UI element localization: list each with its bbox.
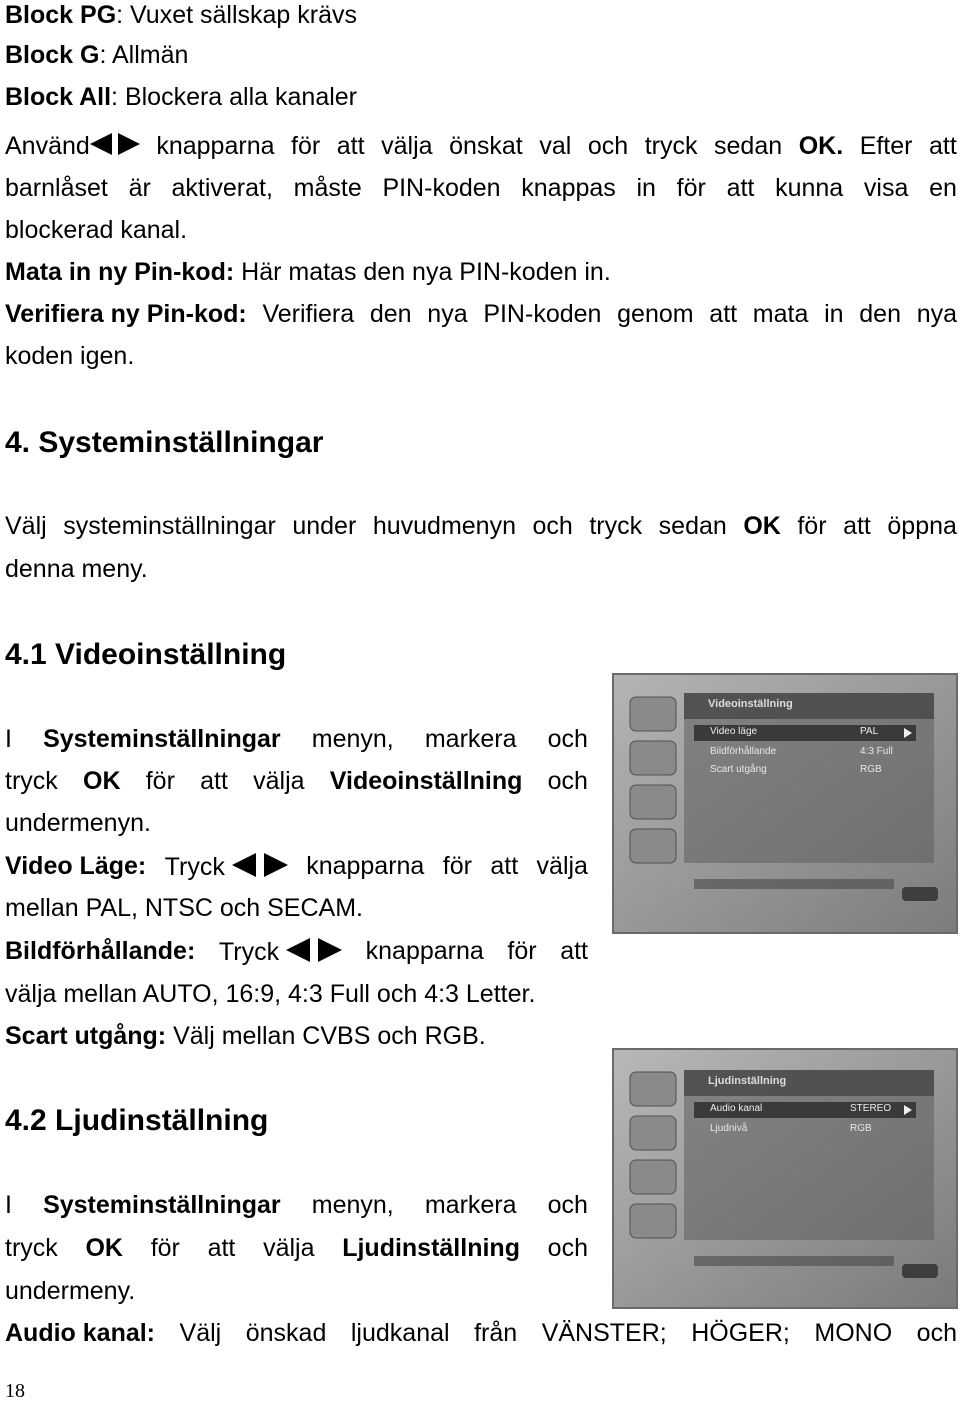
word: huvudmenyn: [372, 512, 516, 540]
anvand-word-group: [5, 131, 140, 164]
word: sedan: [714, 132, 783, 160]
section-heading-4: 4. Systeminställningar: [5, 426, 324, 459]
block-pg-line: [5, 0, 357, 30]
word: för: [291, 132, 321, 160]
word: för: [150, 1234, 180, 1262]
word: att: [336, 132, 365, 160]
block-g-line: [5, 40, 188, 70]
video-lage-line: [5, 851, 588, 886]
barnlaset-line: [5, 173, 957, 203]
word: välja: [263, 1234, 315, 1262]
video-line-1: [5, 724, 588, 754]
audio-line-2: [5, 1233, 588, 1263]
ok-word: OK: [83, 767, 121, 795]
anvand-line: [5, 131, 957, 164]
word: och: [547, 767, 588, 795]
bildforhallande-values-line: välja mellan AUTO, 16:9, 4:3 Full och 4:3 Letter.: [5, 980, 536, 1008]
word: kunna: [775, 174, 844, 202]
menu-row: [710, 1123, 910, 1134]
word: Välj: [5, 512, 47, 540]
word: för: [442, 852, 472, 880]
audio-kanal-line: [5, 1318, 957, 1348]
blockerad-line: blockerad kanal.: [5, 216, 188, 244]
menu-row-label: Bildförhållande: [710, 746, 777, 757]
word: PIN-koden: [483, 300, 602, 328]
word: in: [636, 174, 656, 202]
menu-row-label: Scart utgång: [710, 764, 767, 775]
menu-name: Ljudinställning: [342, 1234, 520, 1262]
word: HÖGER;: [691, 1319, 790, 1347]
word: är: [128, 174, 151, 202]
word: den: [369, 300, 412, 328]
menu-row-value: STEREO: [850, 1103, 892, 1114]
word: för: [797, 512, 827, 540]
audio-settings-screenshot: [612, 1048, 958, 1309]
bildforhallande-label: Bildförhållande:: [5, 937, 196, 965]
word: och: [587, 132, 629, 160]
menu-row-value: PAL: [860, 726, 879, 737]
page-number: 18: [5, 1380, 25, 1402]
word: Välj: [179, 1319, 222, 1347]
block-all-label: Block All: [5, 83, 112, 111]
section-heading-4-2: 4.2 Ljudinställning: [5, 1104, 269, 1137]
word: och: [547, 1191, 588, 1219]
block-pg-label: Block PG: [5, 1, 117, 29]
mata-in-line: [5, 257, 611, 287]
left-right-arrows-icon: [232, 851, 288, 886]
valj-line: [5, 511, 957, 541]
menu-title: Videoinställning: [708, 698, 793, 710]
word: måste: [293, 174, 362, 202]
word: den: [859, 300, 901, 328]
menu-row-label: Ljudnivå: [710, 1123, 748, 1134]
tryck-group: [165, 851, 288, 886]
verifiera-line: [5, 299, 957, 329]
word: välja: [253, 767, 305, 795]
word: önskad: [245, 1319, 327, 1347]
word: knappas: [521, 174, 616, 202]
word: systeminställningar: [63, 512, 276, 540]
word: PIN-koden: [382, 174, 501, 202]
menu-row: [710, 1103, 910, 1114]
mata-in-text: Här matas den nya PIN-koden in.: [234, 258, 611, 286]
mata-in-label: Mata in ny Pin-kod:: [5, 258, 235, 286]
scart-label: Scart utgång:: [5, 1022, 167, 1050]
word: Tryck: [164, 853, 225, 882]
word: mata: [752, 300, 809, 328]
word: att: [207, 1234, 236, 1262]
tryck-group: [219, 936, 342, 971]
menu-title: Ljudinställning: [708, 1075, 787, 1087]
word: VÄNSTER;: [541, 1319, 667, 1347]
left-right-arrows-icon: [90, 131, 140, 164]
word: öppna: [887, 512, 957, 540]
menu-row: [710, 746, 910, 757]
word: att: [200, 767, 228, 795]
word: tryck: [589, 512, 643, 540]
block-g-label: Block G: [5, 41, 100, 69]
word: att: [929, 132, 957, 160]
bildforhallande-line: [5, 936, 588, 971]
word: välja: [381, 132, 433, 160]
menu-row-value: 4:3 Full: [860, 746, 893, 757]
word: nya: [916, 300, 957, 328]
word: att: [490, 852, 519, 880]
menu-name: Videoinställning: [329, 767, 523, 795]
video-settings-screenshot: [612, 673, 958, 934]
word: att: [709, 300, 738, 328]
word: aktiverat,: [171, 174, 273, 202]
word: för: [145, 767, 175, 795]
word: sedan: [658, 512, 727, 540]
menu-row-label: Video läge: [710, 726, 758, 737]
word: tryck: [644, 132, 698, 160]
word: knapparna: [365, 937, 484, 965]
word: knapparna: [306, 852, 425, 880]
audio-kanal-label: Audio kanal:: [5, 1319, 156, 1347]
word: en: [929, 174, 957, 202]
video-line-2: [5, 766, 588, 796]
block-g-text: : Allmän: [99, 41, 189, 69]
word: och: [547, 1234, 588, 1262]
word: under: [292, 512, 357, 540]
word: att: [560, 937, 588, 965]
word: visa: [863, 174, 909, 202]
menu-row-value: RGB: [860, 764, 882, 775]
word: val: [539, 132, 572, 160]
menu-name: Systeminställningar: [43, 1191, 281, 1219]
scart-line: [5, 1021, 486, 1051]
video-lage-label: Video Läge:: [5, 852, 147, 880]
word: ljudkanal: [350, 1319, 450, 1347]
ok-word: OK: [743, 512, 781, 540]
verifiera-label: Verifiera ny Pin-kod:: [5, 300, 247, 328]
block-pg-text: : Vuxet sällskap krävs: [116, 1, 357, 29]
word: menyn,: [311, 725, 394, 753]
word: barnlåset: [5, 174, 108, 202]
word: markera: [424, 1191, 517, 1219]
word: att: [726, 174, 755, 202]
block-all-line: [5, 82, 357, 112]
left-right-arrows-icon: [286, 936, 342, 971]
ok-word: OK.: [798, 132, 844, 160]
audio-line-3: undermeny.: [5, 1277, 136, 1305]
word: I: [5, 725, 12, 753]
word: Tryck: [218, 938, 280, 967]
anvand-word: Använd: [5, 132, 90, 161]
word: knapparna: [156, 132, 275, 160]
word: I: [5, 1191, 12, 1219]
word: och: [916, 1319, 957, 1347]
block-all-text: : Blockera alla kanaler: [111, 83, 358, 111]
word: genom: [617, 300, 694, 328]
menu-name: Systeminställningar: [43, 725, 281, 753]
word: tryck: [5, 767, 58, 795]
word: och: [547, 725, 588, 753]
word: in: [824, 300, 844, 328]
word: nya: [427, 300, 468, 328]
menu-row-label: Audio kanal: [710, 1103, 763, 1114]
audio-line-1: [5, 1190, 588, 1220]
word: menyn,: [311, 1191, 394, 1219]
word: tryck: [5, 1234, 58, 1262]
word: att: [843, 512, 871, 540]
word: för: [507, 937, 537, 965]
menu-row-value: RGB: [850, 1123, 872, 1134]
koden-igen-line: koden igen.: [5, 342, 135, 370]
ok-word: OK: [85, 1234, 123, 1262]
section-heading-4-1: 4.1 Videoinställning: [5, 638, 287, 671]
word: Verifiera: [262, 300, 355, 328]
scart-text: Välj mellan CVBS och RGB.: [166, 1022, 486, 1050]
word: och: [532, 512, 573, 540]
word: från: [474, 1319, 518, 1347]
word: markera: [424, 725, 517, 753]
menu-row: [710, 764, 910, 775]
video-lage-values-line: mellan PAL, NTSC och SECAM.: [5, 894, 363, 922]
video-line-3: undermenyn.: [5, 809, 151, 837]
word: MONO: [814, 1319, 893, 1347]
word: för: [676, 174, 706, 202]
denna-meny-line: denna meny.: [5, 555, 148, 583]
word: Efter: [859, 132, 913, 160]
menu-row: [710, 726, 910, 737]
word: önskat: [449, 132, 523, 160]
word: välja: [536, 852, 588, 880]
